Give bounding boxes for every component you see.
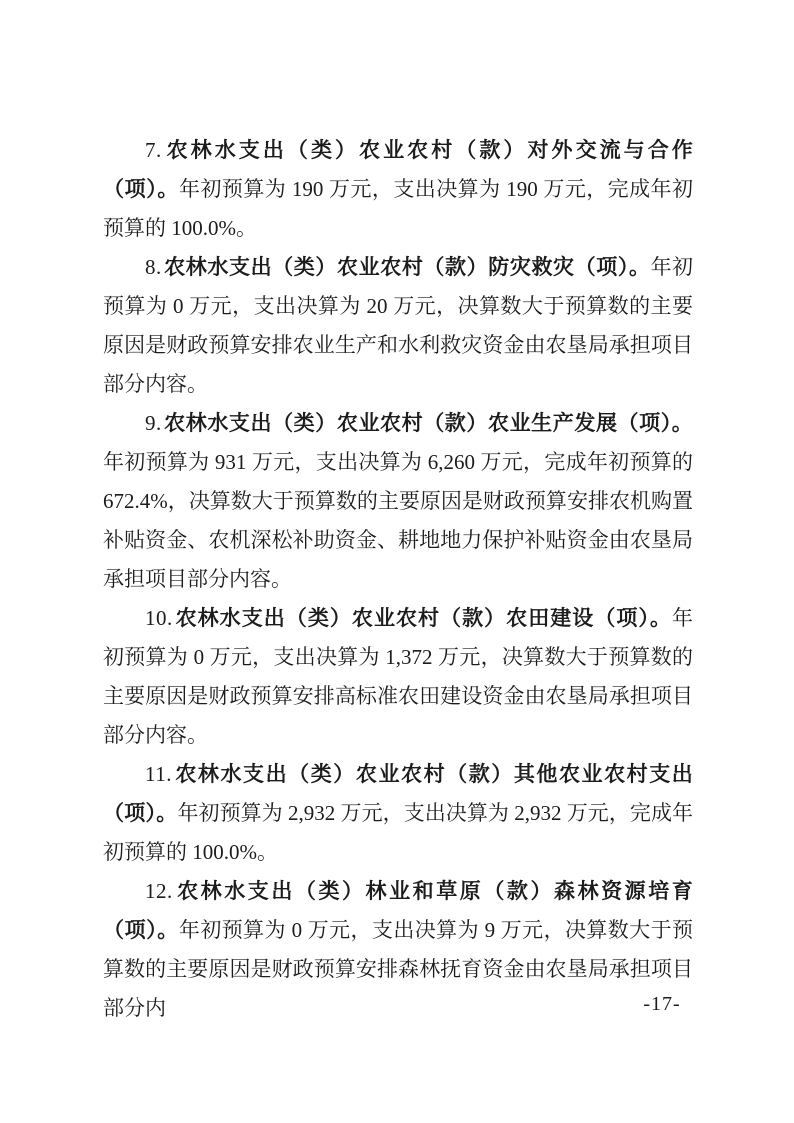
item-number: 8. — [145, 255, 162, 279]
page-number: -17- — [643, 993, 681, 1015]
item-heading: 农林水支出（类）林业和草原（款）森林资源培育（项）。 — [103, 880, 693, 942]
item-body: 年初预算为 0 万元，支出决算为 1,372 万元，决算数大于预算数的主要原因是财政预算安排高标准农田建设资金由农垦局承担项目部分内容。 — [103, 606, 693, 747]
budget-paragraph-7 — [103, 131, 693, 248]
item-heading: 农林水支出（类）农业农村（款）农业生产发展（项）。 — [163, 412, 693, 435]
item-body: 年初预算为 0 万元，支出决算为 20 万元，决算数大于预算数的主要原因是财政预算安排农业生产和水利救灾资金由农垦局承担项目部分内容。 — [103, 255, 693, 396]
budget-paragraph-12 — [103, 872, 693, 1028]
budget-paragraph-9 — [103, 404, 693, 599]
item-heading: 农林水支出（类）农业农村（款）对外交流与合作（项）。 — [103, 139, 693, 201]
item-number: 12. — [145, 879, 173, 903]
item-number: 7. — [145, 138, 162, 162]
item-body: 年初预算为 0 万元，支出决算为 9 万元，决算数大于预算数的主要原因是财政预算安排森林抚育资金由农垦局承担项目部分内 — [103, 918, 693, 1020]
item-heading: 农林水支出（类）农业农村（款）农田建设（项）。 — [174, 607, 672, 630]
budget-paragraph-11 — [103, 755, 693, 872]
item-number: 10. — [145, 606, 173, 630]
item-number: 9. — [145, 411, 162, 435]
item-heading: 农林水支出（类）农业农村（款）其他农业农村支出（项）。 — [103, 763, 693, 825]
item-heading: 农林水支出（类）农业农村（款）防灾救灾（项）。 — [163, 256, 651, 279]
item-body: 年初预算为 2,932 万元，支出决算为 2,932 万元，完成年初预算的 100.0%。 — [103, 801, 693, 864]
budget-paragraph-10 — [103, 599, 693, 755]
document-body — [103, 131, 693, 1028]
item-number: 11. — [145, 762, 172, 786]
item-body: 年初预算为 931 万元，支出决算为 6,260 万元，完成年初预算的 672.4%，决算数大于预算数的主要原因是财政预算安排农机购置补贴资金、农机深松补助资金、耕地地力保护补贴资金由农垦局承担项目部分内容。 — [103, 450, 693, 591]
item-body: 年初预算为 190 万元，支出决算为 190 万元，完成年初预算的 100.0%。 — [103, 177, 693, 240]
budget-paragraph-8 — [103, 248, 693, 404]
